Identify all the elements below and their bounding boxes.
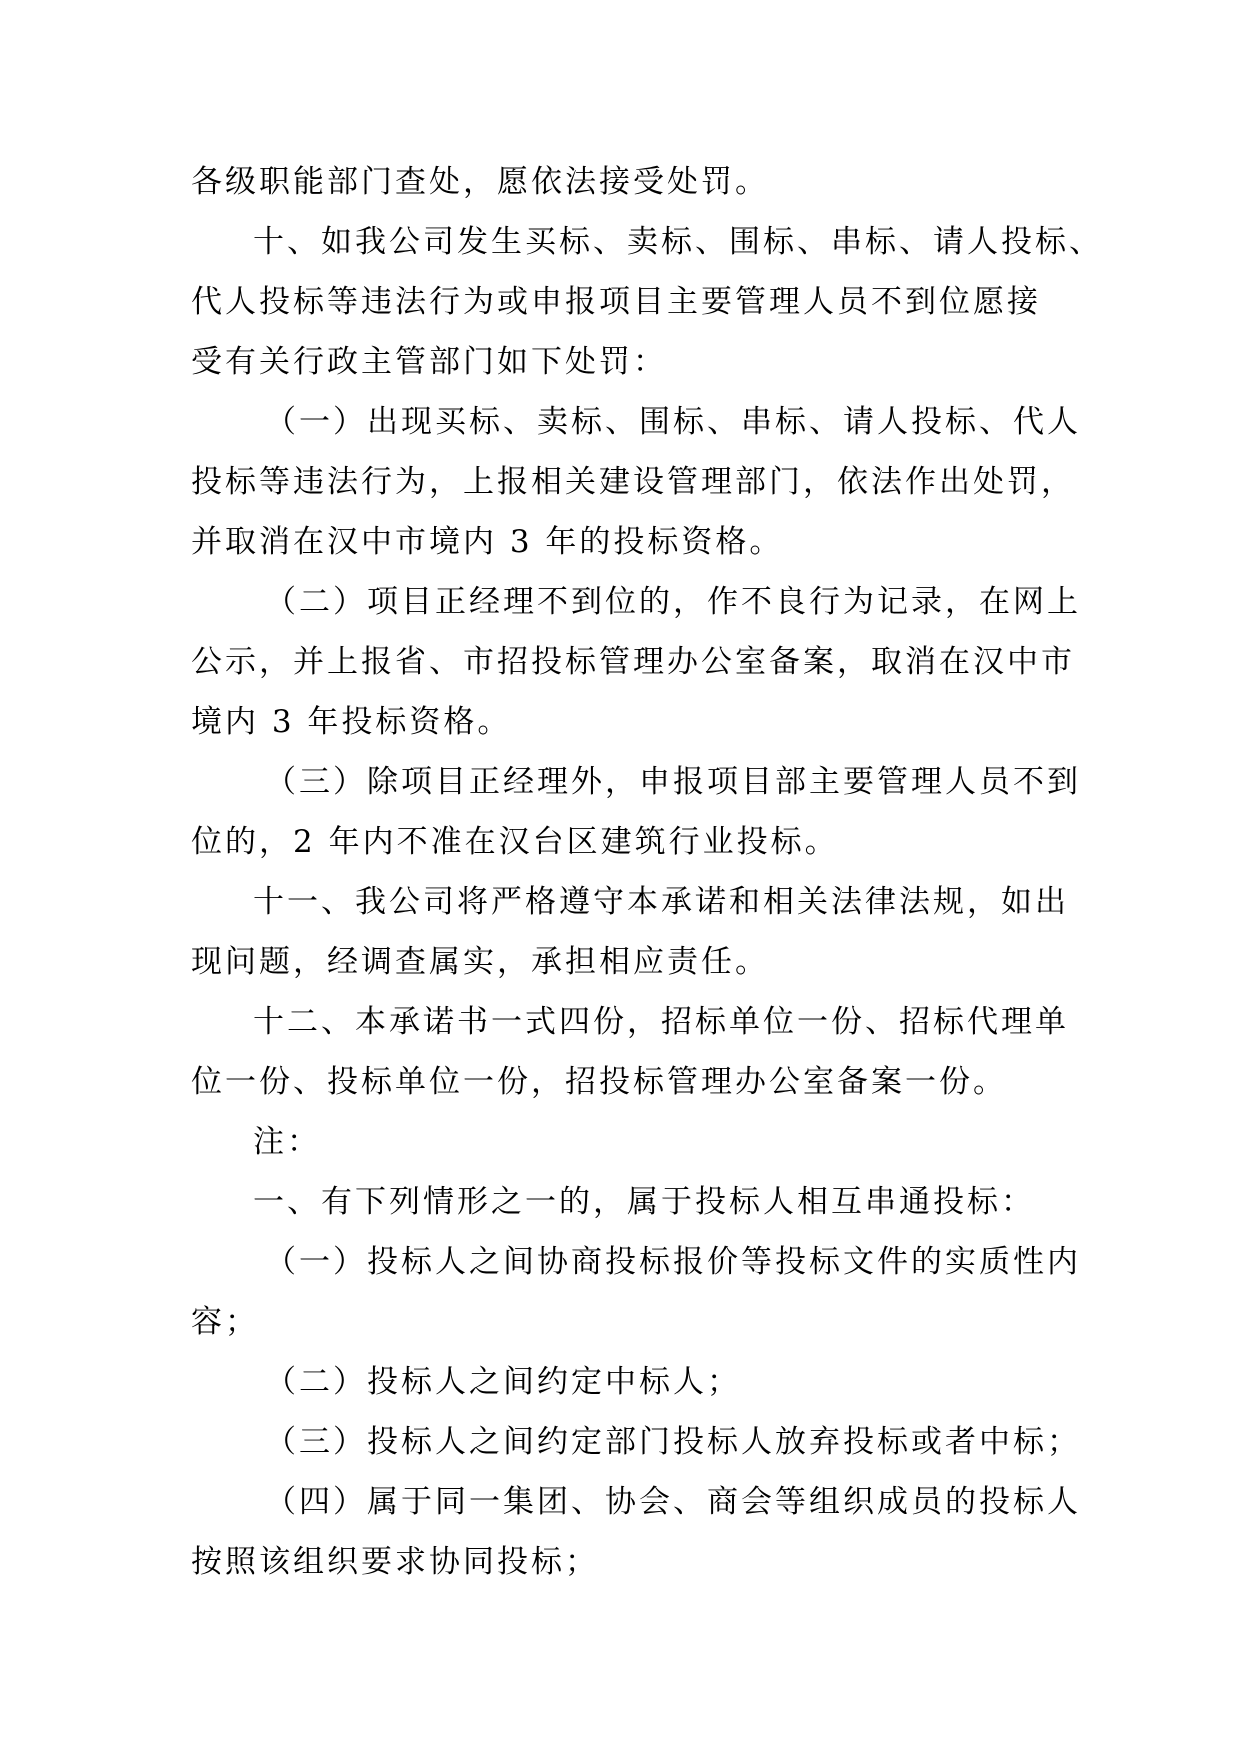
text-line: 一、有下列情形之一的，属于投标人相互串通投标： <box>253 1184 1035 1220</box>
text-line: 境内 3 年投标资格。 <box>191 704 512 740</box>
text-line: 投标等违法行为，上报相关建设管理部门，依法作出处罚， <box>191 464 1075 500</box>
text-line: 按照该组织要求协同投标； <box>191 1544 599 1580</box>
text-line: 各级职能部门查处，愿依法接受处罚。 <box>191 164 769 200</box>
text-line: （三）除项目正经理外，申报项目部主要管理人员不到 <box>265 764 1081 800</box>
text-line: 位一份、投标单位一份，招投标管理办公室备案一份。 <box>191 1064 1007 1100</box>
text-line: 受有关行政主管部门如下处罚： <box>191 344 667 380</box>
text-line: 公示，并上报省、市招投标管理办公室备案，取消在汉中市 <box>191 644 1075 680</box>
text-line: 十、如我公司发生买标、卖标、围标、串标、请人投标、 <box>253 224 1103 260</box>
text-line: （二）投标人之间约定中标人； <box>265 1364 741 1400</box>
text-line: 十二、本承诺书一式四份，招标单位一份、招标代理单 <box>253 1004 1069 1040</box>
text-line: （三）投标人之间约定部门投标人放弃投标或者中标； <box>265 1424 1081 1460</box>
text-line: 十一、我公司将严格遵守本承诺和相关法律法规，如出 <box>253 884 1069 920</box>
text-line: 注： <box>253 1124 321 1160</box>
text-line: 现问题，经调查属实，承担相应责任。 <box>191 944 769 980</box>
text-line: （一）出现买标、卖标、围标、串标、请人投标、代人 <box>265 404 1081 440</box>
text-line: 位的，2 年内不准在汉台区建筑行业投标。 <box>191 824 839 860</box>
text-line: 并取消在汉中市境内 3 年的投标资格。 <box>191 524 784 560</box>
text-line: 容； <box>191 1304 259 1340</box>
text-line: 代人投标等违法行为或申报项目主要管理人员不到位愿接 <box>191 284 1041 320</box>
text-line: （二）项目正经理不到位的，作不良行为记录，在网上 <box>265 584 1081 620</box>
text-line: （四）属于同一集团、协会、商会等组织成员的投标人 <box>265 1484 1081 1520</box>
text-line: （一）投标人之间协商投标报价等投标文件的实质性内 <box>265 1244 1081 1280</box>
